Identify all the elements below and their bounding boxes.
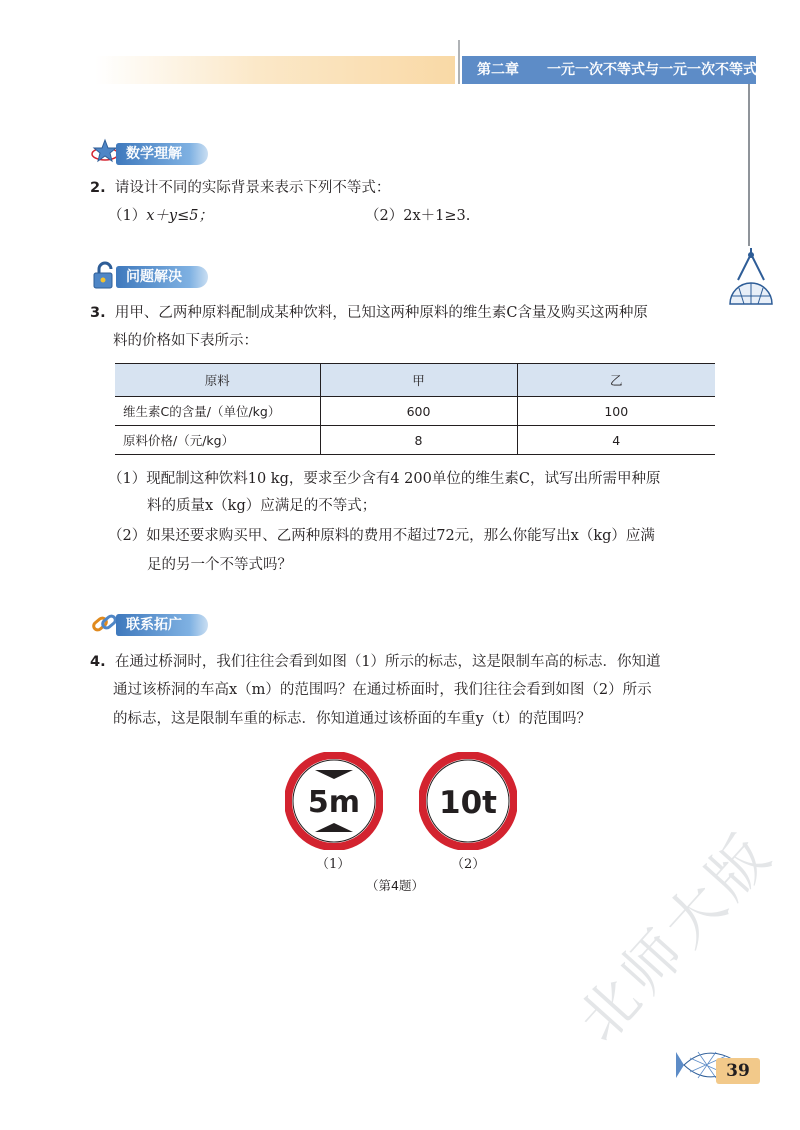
header-gradient-bar: [95, 56, 455, 84]
header-divider: [458, 40, 460, 84]
ingredient-table: [115, 363, 715, 455]
column-header: 乙: [517, 364, 715, 397]
compass-globe-icon: [726, 246, 776, 308]
question-2: [90, 175, 390, 201]
margin-rule: [748, 84, 750, 246]
section-badge-math-understanding: [90, 141, 215, 165]
chapter-title: 一元一次不等式与一元一次不等式组: [547, 62, 771, 78]
q3-sub-1-line-1: （1）现配制这种饮料10 kg，要求至少含有4 200单位的维生素C，试写出所需甲种原: [108, 471, 661, 487]
question-text: 请设计不同的实际背景来表示下列不等式：: [114, 180, 391, 196]
table-cell: 原料价格/（元/kg）: [115, 426, 320, 455]
table-cell: 8: [320, 426, 517, 455]
table-cell: 4: [517, 426, 715, 455]
part-label: （1）: [108, 208, 147, 224]
figure-1-caption: （1）: [316, 857, 351, 872]
figure-2-caption: （2）: [451, 857, 486, 872]
table-cell: 100: [517, 397, 715, 426]
question-number: 2.: [90, 180, 106, 196]
chapter-header: [462, 56, 771, 84]
column-header: 甲: [320, 364, 517, 397]
sign-label: 10t: [439, 785, 497, 821]
height-limit-sign: [285, 752, 383, 850]
table-cell: 维生素C的含量/（单位/kg）: [115, 397, 320, 426]
question-text-line-1: 在通过桥洞时，我们往往会看到如图（1）所示的标志，这是限制车高的标志．你知道: [114, 654, 661, 670]
inequality-expression: 2x＋1≥3.: [403, 208, 471, 224]
question-text-line-1: 用甲、乙两种原料配制成某种饮料，已知这两种原料的维生素C含量及购买这两种原: [114, 305, 648, 321]
question-text-line-2: 料的价格如下表所示：: [113, 333, 258, 349]
table-header-row: [115, 364, 715, 397]
section-title: 问题解决: [116, 266, 208, 288]
table-row: [115, 426, 715, 455]
question-number: 4.: [90, 654, 106, 670]
figure-caption: （第4题）: [366, 878, 424, 893]
q3-sub-1-line-2: 料的质量x（kg）应满足的不等式；: [147, 498, 377, 514]
column-header: 原料: [115, 364, 320, 397]
section-badge-connection: [90, 612, 215, 636]
section-badge-problem-solving: [90, 264, 215, 288]
sign-label: 5m: [307, 785, 361, 820]
q3-sub-2-line-1: （2）如果还要求购买甲、乙两种原料的费用不超过72元，那么你能写出x（kg）应满: [108, 528, 655, 544]
publisher-watermark: 北师大版: [564, 818, 787, 1055]
section-title: 数学理解: [116, 143, 208, 165]
question-text-line-2: 通过该桥洞的车高x（m）的范围吗？在通过桥面时，我们往往会看到如图（2）所示: [113, 682, 652, 698]
question-number: 3.: [90, 305, 106, 321]
chapter-number: 第二章: [477, 62, 519, 78]
table-row: [115, 397, 715, 426]
weight-limit-sign: [419, 752, 517, 850]
page-number: 39: [716, 1058, 760, 1084]
q2-part-2: [365, 203, 470, 229]
section-title: 联系拓广: [116, 614, 208, 636]
part-label: （2）: [365, 208, 404, 224]
q3-sub-2-line-2: 足的另一个不等式吗？: [147, 557, 292, 573]
question-text-line-3: 的标志，这是限制车重的标志．你知道通过该桥面的车重y（t）的范围吗？: [113, 711, 592, 727]
question-4: [90, 649, 661, 675]
inequality-expression: x＋y≤5；: [146, 208, 213, 224]
q2-part-1: [108, 203, 213, 229]
question-3: [90, 300, 648, 326]
table-cell: 600: [320, 397, 517, 426]
